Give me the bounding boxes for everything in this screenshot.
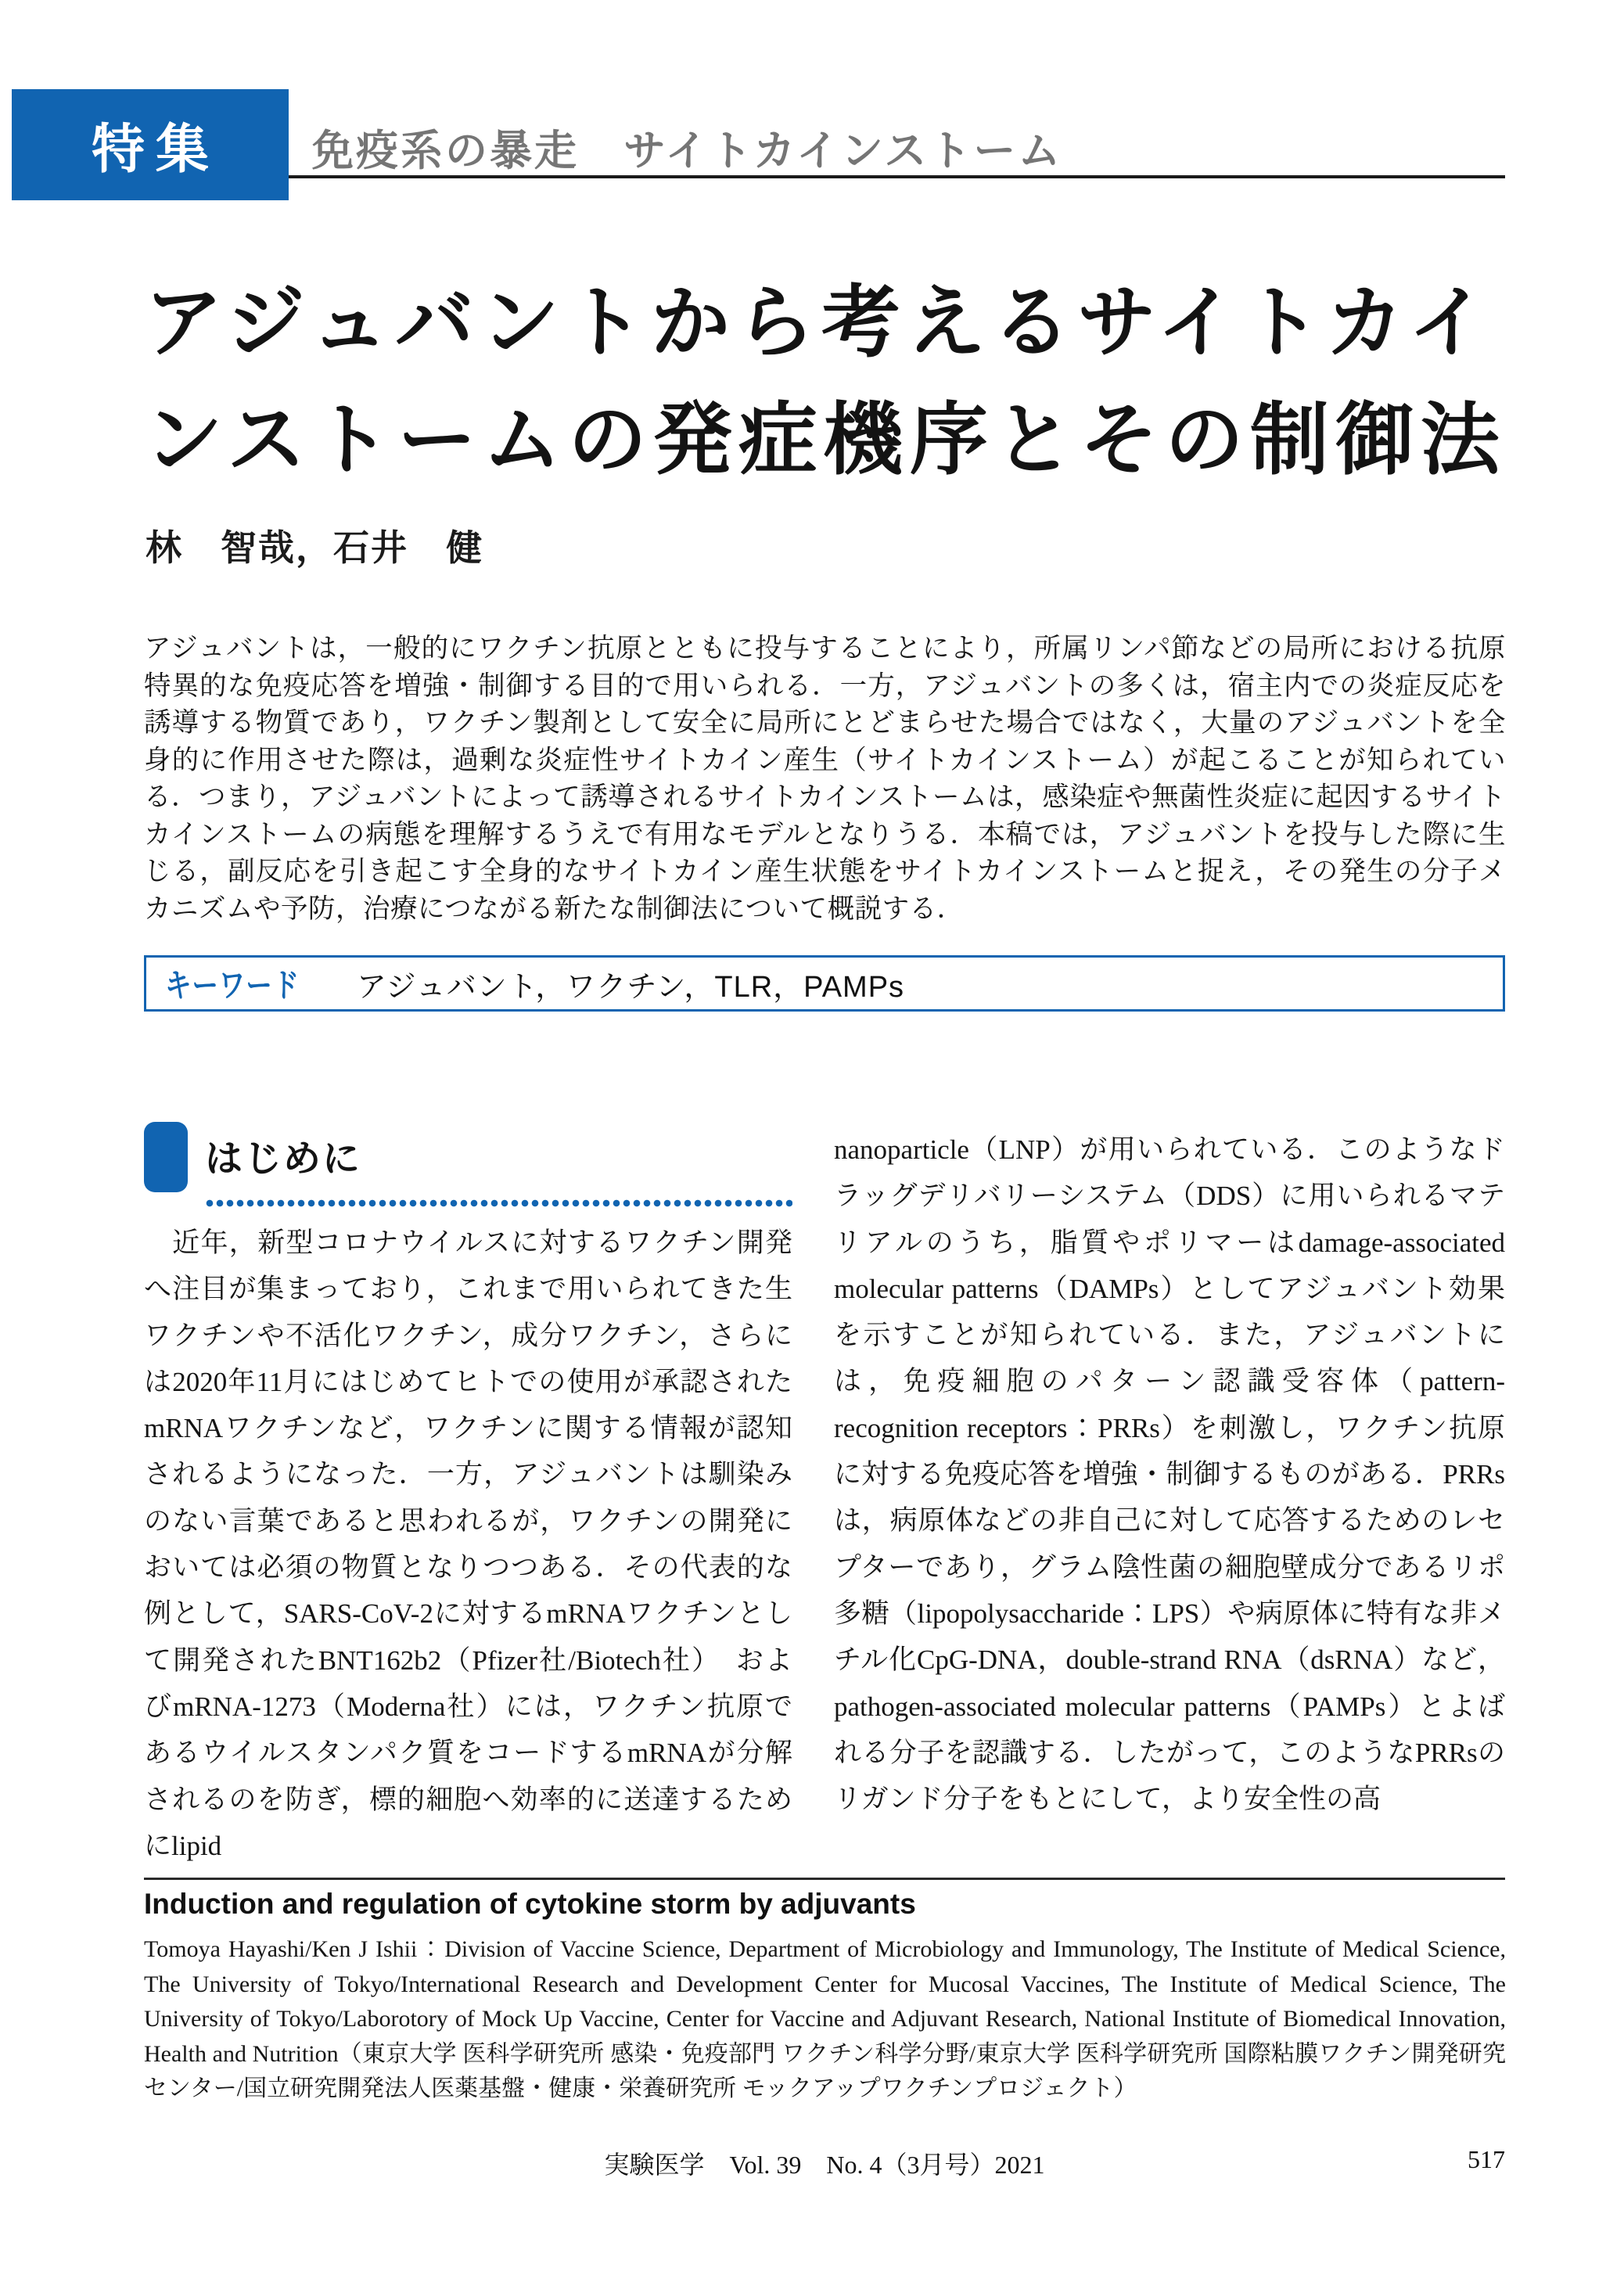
footer-rule <box>144 1878 1505 1880</box>
article-title-line2: ンストームの発症機序とその制御法 <box>144 397 1506 484</box>
header-rule <box>289 175 1505 178</box>
journal-issue-line: 実験医学 Vol. 39 No. 4（3月号）2021 <box>604 2151 1045 2179</box>
keywords-box <box>144 955 1505 1012</box>
keywords-label: キーワード <box>165 967 300 1004</box>
section-heading: はじめに <box>205 1138 362 1180</box>
special-feature-label: 特集 <box>91 119 220 179</box>
section-heading-dotted-rule <box>205 1199 792 1209</box>
body-column-left: 近年，新型コロナウイルスに対するワクチン開発へ注目が集まっており，これまで用いられてきた生ワクチンや不活化ワクチン，成分ワクチン，さらには2020年11月にはじめてヒトでの使用が承認されたmRNAワクチンなど，ワクチンに関する情報が認知されるようになった．一方，アジュバントは馴染みのない言葉であると思われるが，ワクチンの開発においては必須の物質となりつつある．その代表的な例として，SARS-CoV-2に対するmRNAワクチンとして開発されたBNT162b2（Pfizer社/Biotech社） およびmRNA-1273（Moderna社）には，ワクチン抗原であるウイルスタンパク質をコードするmRNAが分解されるのを防ぎ，標的細胞へ効率的に送達するためにlipid <box>144 1227 792 1861</box>
section-heading-marker <box>144 1122 188 1192</box>
english-title: Induction and regulation of cytokine storm by adjuvants <box>144 1888 916 1920</box>
authors: 林 智哉，石井 健 <box>146 527 483 568</box>
keywords-list: アジュバント，ワクチン，TLR，PAMPs <box>357 970 905 1004</box>
article-title-line1: アジュバントから考えるサイトカイ <box>144 279 1493 367</box>
abstract-text: アジュバントは，一般的にワクチン抗原とともに投与することにより，所属リンパ節などの局所における抗原特異的な免疫応答を増強・制御する目的で用いられる．一方，アジュバントの多くは，宿主内での炎症反応を誘導する物質であり，ワクチン製剤として安全に局所にとどまらせた場合ではなく，大量のアジュバントを全身的に作用させた際は，過剰な炎症性サイトカイン産生（サイトカインストーム）が起こることが知られている．つまり，アジュバントによって誘導されるサイトカインストームは，感染症や無菌性炎症に起因するサイトカインストームの病態を理解するうえで有用なモデルとなりうる．本稿では，アジュバントを投与した際に生じる，副反応を引き起こす全身的なサイトカイン産生状態をサイトカインストームと捉え，その発生の分子メカニズムや予防，治療につながる新たな制御法について概説する． <box>144 634 1506 924</box>
body-column-right: nanoparticle（LNP）が用いられている．このようなドラッグデリバリーシステム（DDS）に用いられるマテリアルのうち，脂質やポリマーはdamage-associated molecular patterns（DAMPs）としてアジュバント効果を示すことが知られている．また，アジュバントには，免疫細胞のパターン認識受容体（pattern-recognition receptors：PRRs）を刺激し，ワクチン抗原に対する免疫応答を増強・制御するものがある．PRRsは，病原体などの非自己に対して応答するためのレセプターであり，グラム陰性菌の細胞壁成分であるリポ多糖（lipopolysaccharide：LPS）や病原体に特有な非メチル化CpG-DNA，double-strand RNA（dsRNA）など，pathogen-associated molecular patterns（PAMPs）とよばれる分子を認識する．したがって，このようなPRRsのリガンド分子をもとにして，より安全性の高 <box>834 1134 1505 1815</box>
series-title: 免疫系の暴走 サイトカインストーム <box>311 128 1063 174</box>
page-number: 517 <box>1468 2145 1505 2173</box>
article-title <box>144 264 1509 499</box>
author-affiliations: Tomoya Hayashi/Ken J Ishii：Division of Vaccine Science, Department of Microbiology and Immunology, The Institute of Medical Science, The University of Tokyo/International Research and Development Center for Mucosal Vaccines, The Institute of Medical Science, The University of Tokyo/Laborotory of Mock Up Vaccine, Center for Vaccine and Adjuvant Research, National Institute of Biomedical Innovation, Health and Nutrition（東京大学 医科学研究所 感染・免疫部門 ワクチン科学分野/東京大学 医科学研究所 国際粘膜ワクチン開発研究センター/国立研究開発法人医薬基盤・健康・栄養研究所 モックアップワクチンプロジェクト） <box>144 1936 1506 2101</box>
special-feature-badge <box>12 89 289 200</box>
